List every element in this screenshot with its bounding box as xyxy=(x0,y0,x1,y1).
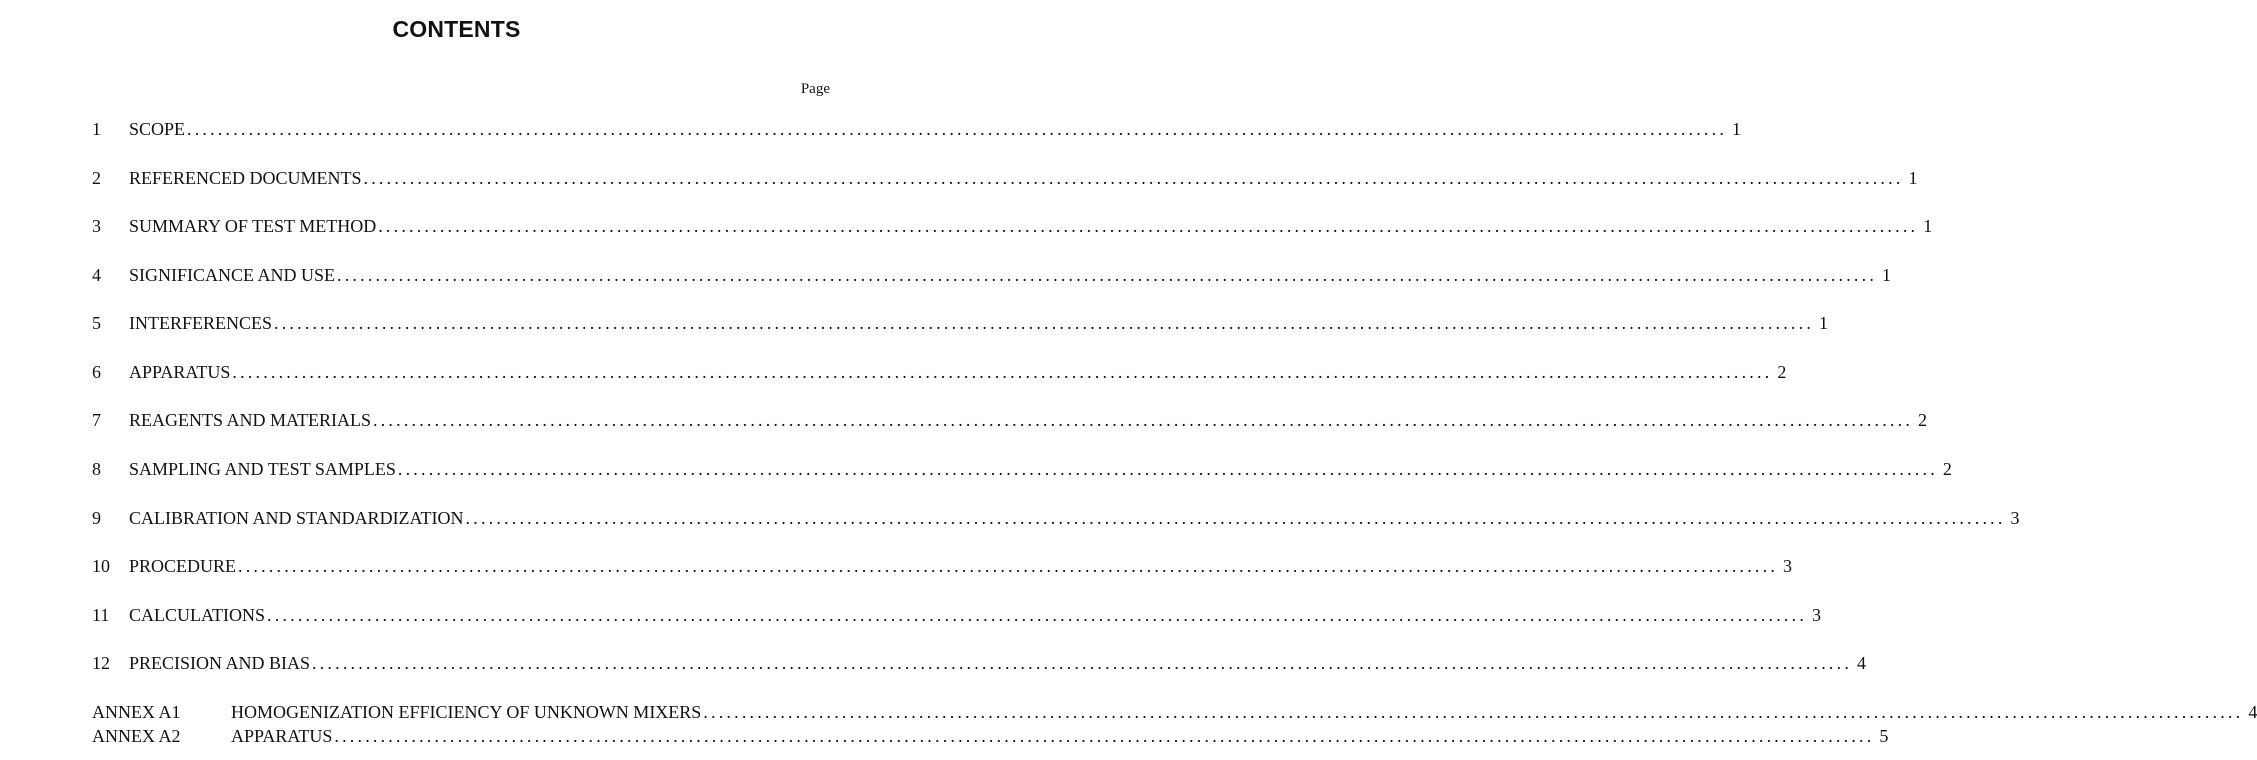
toc-entry[interactable] xyxy=(92,507,2020,529)
dot-leader: ........................................................................................................................................................................................................ xyxy=(312,653,1853,673)
toc-entry-title: REFERENCED DOCUMENTS xyxy=(129,168,362,188)
toc-entry-number: 2 xyxy=(92,168,101,188)
toc-entry-number: 5 xyxy=(92,313,101,333)
toc-entry-page: 1 xyxy=(1732,119,1742,139)
toc-entry-page: 3 xyxy=(1812,605,1822,625)
dot-leader: ........................................................................................................................................................................................................ xyxy=(232,362,1773,382)
toc-entry[interactable] xyxy=(92,604,1822,626)
toc-entry-title: CALIBRATION AND STANDARDIZATION xyxy=(129,508,464,528)
page-column-label: Page xyxy=(800,81,830,97)
toc-entry-page: 2 xyxy=(1942,459,1952,479)
toc-entry[interactable] xyxy=(92,312,1829,334)
toc-entry-page: 3 xyxy=(2010,508,2020,528)
toc-entry-number: 1 xyxy=(92,119,101,139)
toc-entry-page: 4 xyxy=(1857,653,1867,673)
toc-annex-number: ANNEX A2 xyxy=(92,726,181,746)
toc-entry-title: PRECISION AND BIAS xyxy=(129,653,311,673)
toc-entry-number: 10 xyxy=(92,556,110,576)
toc-entry-page: 2 xyxy=(1777,362,1787,382)
toc-entry[interactable] xyxy=(92,118,1742,140)
toc-annex-page: 5 xyxy=(1879,726,1889,746)
toc-entry-page: 2 xyxy=(1918,410,1928,430)
dot-leader: ........................................................................................................................................................................................................ xyxy=(373,410,1914,430)
toc-entry-page: 3 xyxy=(1783,556,1793,576)
toc-entry[interactable] xyxy=(92,361,1787,383)
dot-leader: ........................................................................................................................................................................................................ xyxy=(397,459,1938,479)
toc-entry-number: 6 xyxy=(92,362,101,382)
dot-leader: ........................................................................................................................................................................................................ xyxy=(334,726,1875,746)
toc-entry-title: SAMPLING AND TEST SAMPLES xyxy=(129,459,396,479)
toc-annex-title: APPARATUS xyxy=(231,726,333,746)
toc-entry-title: CALCULATIONS xyxy=(129,605,266,625)
toc-entry[interactable] xyxy=(92,215,1933,237)
toc-annex-page: 4 xyxy=(2248,702,2257,722)
toc-entry-title: REAGENTS AND MATERIALS xyxy=(129,410,372,430)
dot-leader: ........................................................................................................................................................................................................ xyxy=(274,313,1815,333)
toc-entry-page: 1 xyxy=(1882,265,1892,285)
toc-entry[interactable] xyxy=(92,409,1928,431)
toc-entry[interactable] xyxy=(92,458,1952,480)
toc-entry-number: 7 xyxy=(92,410,101,430)
dot-leader: ........................................................................................................................................................................................................ xyxy=(267,605,1808,625)
toc-entry-number: 3 xyxy=(92,216,101,236)
toc-entry[interactable] xyxy=(92,264,1892,286)
toc-annex-title: HOMOGENIZATION EFFICIENCY OF UNKNOWN MIXERS xyxy=(231,702,702,722)
dot-leader: ........................................................................................................................................................................................................ xyxy=(238,556,1779,576)
toc-entry-title: SCOPE xyxy=(129,119,186,139)
toc-entry-title: PROCEDURE xyxy=(129,556,237,576)
dot-leader: ........................................................................................................................................................................................................ xyxy=(465,508,2006,528)
toc-entry[interactable] xyxy=(92,167,1918,189)
toc-entry-number: 4 xyxy=(92,265,101,285)
toc-entry[interactable] xyxy=(92,652,1867,674)
toc-entry-page: 1 xyxy=(1819,313,1829,333)
toc-entry-number: 12 xyxy=(92,653,110,673)
toc-annex-number: ANNEX A1 xyxy=(92,702,181,722)
toc-entry-page: 1 xyxy=(1908,168,1918,188)
toc-entry[interactable] xyxy=(92,555,1793,577)
toc-entry-number: 11 xyxy=(92,605,110,625)
dot-leader: ........................................................................................................................................................................................................ xyxy=(378,216,1919,236)
toc-entry-page: 1 xyxy=(1923,216,1933,236)
toc-entry-title: INTERFERENCES xyxy=(129,313,273,333)
page-title: CONTENTS xyxy=(392,16,521,42)
toc-entry-title: APPARATUS xyxy=(129,362,231,382)
dot-leader: ........................................................................................................................................................................................................ xyxy=(187,119,1728,139)
toc-entry-number: 9 xyxy=(92,508,101,528)
toc-annex-entry[interactable] xyxy=(92,701,2257,723)
toc-annex-entry[interactable] xyxy=(92,725,1889,747)
toc-entry-title: SIGNIFICANCE AND USE xyxy=(129,265,336,285)
toc-entry-number: 8 xyxy=(92,459,101,479)
toc-entry-title: SUMMARY OF TEST METHOD xyxy=(129,216,377,236)
dot-leader: ........................................................................................................................................................................................................ xyxy=(703,702,2244,722)
dot-leader: ........................................................................................................................................................................................................ xyxy=(337,265,1878,285)
dot-leader: ........................................................................................................................................................................................................ xyxy=(363,168,1904,188)
